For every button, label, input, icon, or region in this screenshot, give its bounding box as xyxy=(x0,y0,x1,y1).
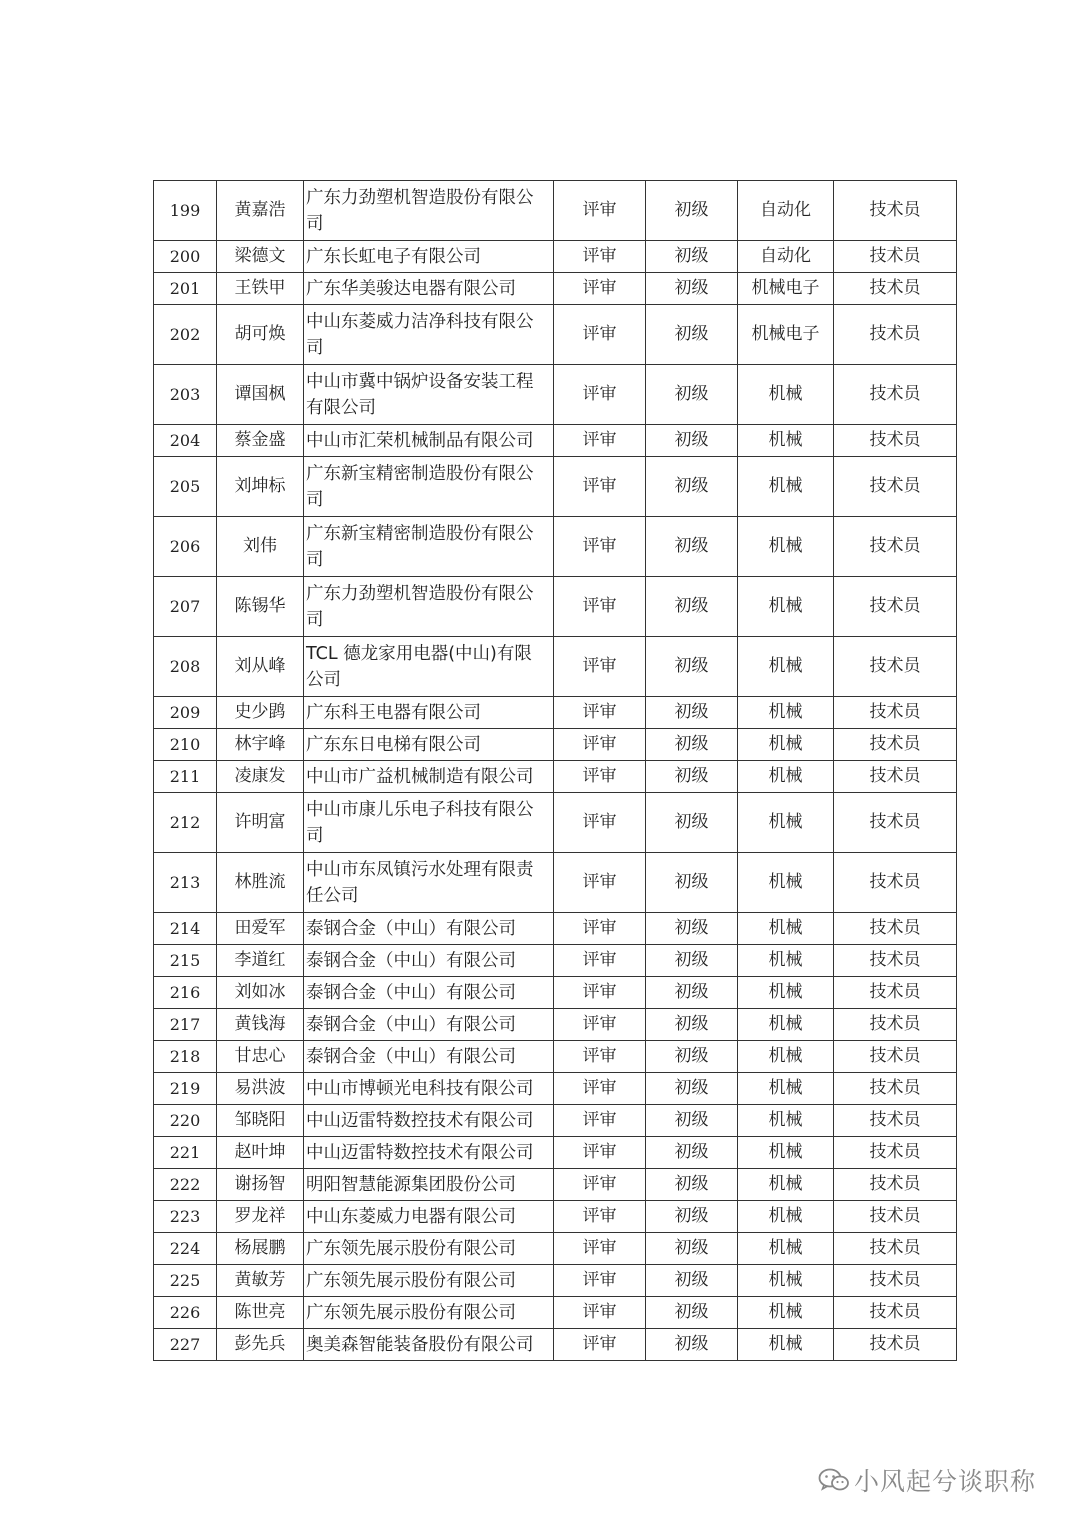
name-cell: 杨展鹏 xyxy=(217,1233,304,1265)
name-cell: 田爱军 xyxy=(217,913,304,945)
company-cell: 泰钢合金（中山）有限公司 xyxy=(304,1041,554,1073)
row-number-cell: 212 xyxy=(154,793,217,853)
title-cell: 技术员 xyxy=(834,425,957,457)
watermark xyxy=(818,1460,1036,1500)
row-number-cell: 204 xyxy=(154,425,217,457)
company-cell: 广东新宝精密制造股份有限公司 xyxy=(304,457,554,517)
company-cell: 中山迈雷特数控技术有限公司 xyxy=(304,1137,554,1169)
method-cell: 评审 xyxy=(554,1009,646,1041)
method-cell: 评审 xyxy=(554,1169,646,1201)
wechat-icon xyxy=(818,1467,850,1493)
name-cell: 史少鹍 xyxy=(217,697,304,729)
title-cell: 技术员 xyxy=(834,457,957,517)
level-cell: 初级 xyxy=(646,1201,738,1233)
row-number-cell: 203 xyxy=(154,365,217,425)
specialty-cell: 机械 xyxy=(738,517,834,577)
company-cell: 广东新宝精密制造股份有限公司 xyxy=(304,517,554,577)
name-cell: 甘忠心 xyxy=(217,1041,304,1073)
specialty-cell: 机械 xyxy=(738,729,834,761)
method-cell: 评审 xyxy=(554,365,646,425)
method-cell: 评审 xyxy=(554,637,646,697)
table-row xyxy=(154,1137,957,1169)
name-cell: 黄嘉浩 xyxy=(217,181,304,241)
name-cell: 邹晓阳 xyxy=(217,1105,304,1137)
company-cell: 中山市广益机械制造有限公司 xyxy=(304,761,554,793)
specialty-cell: 机械 xyxy=(738,1105,834,1137)
level-cell: 初级 xyxy=(646,853,738,913)
row-number-cell: 214 xyxy=(154,913,217,945)
table-row xyxy=(154,1105,957,1137)
name-cell: 谭国枫 xyxy=(217,365,304,425)
watermark-text: 小风起兮谈职称 xyxy=(854,1467,1037,1496)
title-cell: 技术员 xyxy=(834,1297,957,1329)
method-cell: 评审 xyxy=(554,729,646,761)
specialty-cell: 自动化 xyxy=(738,241,834,273)
company-cell: 明阳智慧能源集团股份公司 xyxy=(304,1169,554,1201)
company-cell: 广东力劲塑机智造股份有限公司 xyxy=(304,181,554,241)
name-cell: 刘从峰 xyxy=(217,637,304,697)
title-cell: 技术员 xyxy=(834,1201,957,1233)
level-cell: 初级 xyxy=(646,1297,738,1329)
row-number-cell: 221 xyxy=(154,1137,217,1169)
method-cell: 评审 xyxy=(554,577,646,637)
title-cell: 技术员 xyxy=(834,305,957,365)
title-cell: 技术员 xyxy=(834,1009,957,1041)
method-cell: 评审 xyxy=(554,1201,646,1233)
table-row xyxy=(154,761,957,793)
row-number-cell: 207 xyxy=(154,577,217,637)
specialty-cell: 机械 xyxy=(738,761,834,793)
table-row xyxy=(154,697,957,729)
specialty-cell: 机械 xyxy=(738,425,834,457)
row-number-cell: 218 xyxy=(154,1041,217,1073)
table-row xyxy=(154,1297,957,1329)
level-cell: 初级 xyxy=(646,1073,738,1105)
title-cell: 技术员 xyxy=(834,977,957,1009)
specialty-cell: 机械 xyxy=(738,913,834,945)
specialty-cell: 自动化 xyxy=(738,181,834,241)
name-cell: 林宇峰 xyxy=(217,729,304,761)
table-row xyxy=(154,1233,957,1265)
row-number-cell: 227 xyxy=(154,1329,217,1361)
row-number-cell: 217 xyxy=(154,1009,217,1041)
specialty-cell: 机械 xyxy=(738,1137,834,1169)
method-cell: 评审 xyxy=(554,853,646,913)
title-cell: 技术员 xyxy=(834,1137,957,1169)
title-cell: 技术员 xyxy=(834,913,957,945)
company-cell: 泰钢合金（中山）有限公司 xyxy=(304,945,554,977)
name-cell: 刘伟 xyxy=(217,517,304,577)
specialty-cell: 机械 xyxy=(738,1073,834,1105)
company-cell: 奥美森智能装备股份有限公司 xyxy=(304,1329,554,1361)
level-cell: 初级 xyxy=(646,1137,738,1169)
title-cell: 技术员 xyxy=(834,945,957,977)
table-row xyxy=(154,853,957,913)
company-cell: 广东力劲塑机智造股份有限公司 xyxy=(304,577,554,637)
row-number-cell: 223 xyxy=(154,1201,217,1233)
specialty-cell: 机械 xyxy=(738,1201,834,1233)
table-row xyxy=(154,945,957,977)
table-row xyxy=(154,577,957,637)
specialty-cell: 机械 xyxy=(738,1265,834,1297)
company-cell: 中山东菱威力洁净科技有限公司 xyxy=(304,305,554,365)
table-row xyxy=(154,457,957,517)
method-cell: 评审 xyxy=(554,945,646,977)
method-cell: 评审 xyxy=(554,273,646,305)
row-number-cell: 206 xyxy=(154,517,217,577)
personnel-table xyxy=(153,180,957,1361)
specialty-cell: 机械 xyxy=(738,577,834,637)
title-cell: 技术员 xyxy=(834,793,957,853)
method-cell: 评审 xyxy=(554,761,646,793)
row-number-cell: 224 xyxy=(154,1233,217,1265)
title-cell: 技术员 xyxy=(834,1169,957,1201)
name-cell: 王铁甲 xyxy=(217,273,304,305)
name-cell: 赵叶坤 xyxy=(217,1137,304,1169)
method-cell: 评审 xyxy=(554,1041,646,1073)
table-row xyxy=(154,241,957,273)
level-cell: 初级 xyxy=(646,697,738,729)
name-cell: 刘坤标 xyxy=(217,457,304,517)
level-cell: 初级 xyxy=(646,457,738,517)
method-cell: 评审 xyxy=(554,913,646,945)
name-cell: 梁德文 xyxy=(217,241,304,273)
level-cell: 初级 xyxy=(646,761,738,793)
title-cell: 技术员 xyxy=(834,853,957,913)
name-cell: 谢扬智 xyxy=(217,1169,304,1201)
title-cell: 技术员 xyxy=(834,365,957,425)
company-cell: 广东领先展示股份有限公司 xyxy=(304,1265,554,1297)
specialty-cell: 机械 xyxy=(738,637,834,697)
title-cell: 技术员 xyxy=(834,1329,957,1361)
title-cell: 技术员 xyxy=(834,697,957,729)
specialty-cell: 机械 xyxy=(738,1329,834,1361)
specialty-cell: 机械电子 xyxy=(738,273,834,305)
company-cell: 广东长虹电子有限公司 xyxy=(304,241,554,273)
row-number-cell: 205 xyxy=(154,457,217,517)
row-number-cell: 216 xyxy=(154,977,217,1009)
table-row xyxy=(154,793,957,853)
company-cell: 中山市东凤镇污水处理有限责任公司 xyxy=(304,853,554,913)
row-number-cell: 208 xyxy=(154,637,217,697)
table-row xyxy=(154,365,957,425)
level-cell: 初级 xyxy=(646,729,738,761)
level-cell: 初级 xyxy=(646,1233,738,1265)
table-body xyxy=(154,181,957,1361)
specialty-cell: 机械 xyxy=(738,977,834,1009)
title-cell: 技术员 xyxy=(834,637,957,697)
name-cell: 蔡金盛 xyxy=(217,425,304,457)
company-cell: 中山迈雷特数控技术有限公司 xyxy=(304,1105,554,1137)
title-cell: 技术员 xyxy=(834,761,957,793)
method-cell: 评审 xyxy=(554,1265,646,1297)
method-cell: 评审 xyxy=(554,241,646,273)
company-cell: 泰钢合金（中山）有限公司 xyxy=(304,1009,554,1041)
table-row xyxy=(154,1041,957,1073)
table-row xyxy=(154,273,957,305)
level-cell: 初级 xyxy=(646,365,738,425)
title-cell: 技术员 xyxy=(834,181,957,241)
name-cell: 陈世亮 xyxy=(217,1297,304,1329)
method-cell: 评审 xyxy=(554,1297,646,1329)
row-number-cell: 215 xyxy=(154,945,217,977)
method-cell: 评审 xyxy=(554,181,646,241)
level-cell: 初级 xyxy=(646,977,738,1009)
company-cell: 广东华美骏达电器有限公司 xyxy=(304,273,554,305)
company-cell: 泰钢合金（中山）有限公司 xyxy=(304,977,554,1009)
company-cell: 中山市冀中锅炉设备安装工程有限公司 xyxy=(304,365,554,425)
company-cell: 广东科王电器有限公司 xyxy=(304,697,554,729)
level-cell: 初级 xyxy=(646,1009,738,1041)
row-number-cell: 226 xyxy=(154,1297,217,1329)
specialty-cell: 机械 xyxy=(738,457,834,517)
name-cell: 黄钱海 xyxy=(217,1009,304,1041)
title-cell: 技术员 xyxy=(834,1105,957,1137)
company-cell: 中山市博顿光电科技有限公司 xyxy=(304,1073,554,1105)
level-cell: 初级 xyxy=(646,273,738,305)
name-cell: 陈锡华 xyxy=(217,577,304,637)
table-row xyxy=(154,517,957,577)
method-cell: 评审 xyxy=(554,1073,646,1105)
name-cell: 胡可焕 xyxy=(217,305,304,365)
specialty-cell: 机械 xyxy=(738,945,834,977)
name-cell: 许明富 xyxy=(217,793,304,853)
title-cell: 技术员 xyxy=(834,1233,957,1265)
company-cell: 中山市康儿乐电子科技有限公司 xyxy=(304,793,554,853)
method-cell: 评审 xyxy=(554,425,646,457)
name-cell: 李道红 xyxy=(217,945,304,977)
table-row xyxy=(154,1073,957,1105)
table-row xyxy=(154,1009,957,1041)
title-cell: 技术员 xyxy=(834,273,957,305)
table-row xyxy=(154,977,957,1009)
name-cell: 林胜流 xyxy=(217,853,304,913)
company-cell: 中山市汇荣机械制品有限公司 xyxy=(304,425,554,457)
row-number-cell: 209 xyxy=(154,697,217,729)
table-row xyxy=(154,425,957,457)
row-number-cell: 210 xyxy=(154,729,217,761)
table-row xyxy=(154,913,957,945)
specialty-cell: 机械 xyxy=(738,793,834,853)
title-cell: 技术员 xyxy=(834,1265,957,1297)
name-cell: 凌康发 xyxy=(217,761,304,793)
level-cell: 初级 xyxy=(646,425,738,457)
row-number-cell: 200 xyxy=(154,241,217,273)
level-cell: 初级 xyxy=(646,305,738,365)
title-cell: 技术员 xyxy=(834,1041,957,1073)
level-cell: 初级 xyxy=(646,1329,738,1361)
title-cell: 技术员 xyxy=(834,1073,957,1105)
level-cell: 初级 xyxy=(646,1169,738,1201)
title-cell: 技术员 xyxy=(834,241,957,273)
row-number-cell: 222 xyxy=(154,1169,217,1201)
specialty-cell: 机械 xyxy=(738,853,834,913)
name-cell: 罗龙祥 xyxy=(217,1201,304,1233)
level-cell: 初级 xyxy=(646,1265,738,1297)
method-cell: 评审 xyxy=(554,517,646,577)
specialty-cell: 机械 xyxy=(738,365,834,425)
title-cell: 技术员 xyxy=(834,729,957,761)
table-row xyxy=(154,305,957,365)
method-cell: 评审 xyxy=(554,697,646,729)
specialty-cell: 机械 xyxy=(738,1009,834,1041)
row-number-cell: 202 xyxy=(154,305,217,365)
title-cell: 技术员 xyxy=(834,517,957,577)
specialty-cell: 机械 xyxy=(738,1169,834,1201)
specialty-cell: 机械 xyxy=(738,1233,834,1265)
specialty-cell: 机械 xyxy=(738,1297,834,1329)
row-number-cell: 213 xyxy=(154,853,217,913)
method-cell: 评审 xyxy=(554,793,646,853)
name-cell: 黄敏芳 xyxy=(217,1265,304,1297)
name-cell: 刘如冰 xyxy=(217,977,304,1009)
company-cell: 广东领先展示股份有限公司 xyxy=(304,1297,554,1329)
method-cell: 评审 xyxy=(554,1329,646,1361)
table-row xyxy=(154,1201,957,1233)
table-row xyxy=(154,1265,957,1297)
level-cell: 初级 xyxy=(646,181,738,241)
row-number-cell: 219 xyxy=(154,1073,217,1105)
company-cell: 广东东日电梯有限公司 xyxy=(304,729,554,761)
level-cell: 初级 xyxy=(646,1041,738,1073)
table-row xyxy=(154,729,957,761)
company-cell: 广东领先展示股份有限公司 xyxy=(304,1233,554,1265)
level-cell: 初级 xyxy=(646,913,738,945)
company-cell: 中山东菱威力电器有限公司 xyxy=(304,1201,554,1233)
table-row xyxy=(154,637,957,697)
company-cell: TCL 德龙家用电器(中山)有限公司 xyxy=(304,637,554,697)
row-number-cell: 201 xyxy=(154,273,217,305)
company-cell: 泰钢合金（中山）有限公司 xyxy=(304,913,554,945)
row-number-cell: 225 xyxy=(154,1265,217,1297)
table-row xyxy=(154,181,957,241)
level-cell: 初级 xyxy=(646,241,738,273)
method-cell: 评审 xyxy=(554,1233,646,1265)
level-cell: 初级 xyxy=(646,793,738,853)
level-cell: 初级 xyxy=(646,637,738,697)
table-row xyxy=(154,1169,957,1201)
method-cell: 评审 xyxy=(554,457,646,517)
row-number-cell: 199 xyxy=(154,181,217,241)
table-row xyxy=(154,1329,957,1361)
specialty-cell: 机械电子 xyxy=(738,305,834,365)
row-number-cell: 220 xyxy=(154,1105,217,1137)
name-cell: 彭先兵 xyxy=(217,1329,304,1361)
name-cell: 易洪波 xyxy=(217,1073,304,1105)
row-number-cell: 211 xyxy=(154,761,217,793)
level-cell: 初级 xyxy=(646,945,738,977)
title-cell: 技术员 xyxy=(834,577,957,637)
level-cell: 初级 xyxy=(646,1105,738,1137)
method-cell: 评审 xyxy=(554,977,646,1009)
method-cell: 评审 xyxy=(554,305,646,365)
method-cell: 评审 xyxy=(554,1105,646,1137)
level-cell: 初级 xyxy=(646,577,738,637)
level-cell: 初级 xyxy=(646,517,738,577)
specialty-cell: 机械 xyxy=(738,697,834,729)
specialty-cell: 机械 xyxy=(738,1041,834,1073)
method-cell: 评审 xyxy=(554,1137,646,1169)
